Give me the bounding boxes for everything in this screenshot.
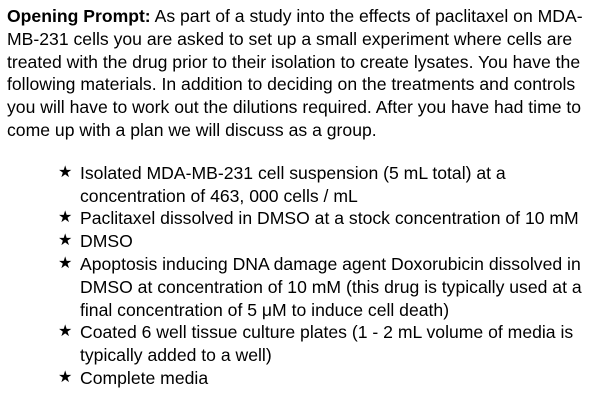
star-bullet-icon: ★ bbox=[58, 209, 73, 227]
star-bullet-icon: ★ bbox=[58, 368, 73, 386]
materials-list bbox=[7, 162, 605, 390]
star-bullet-icon: ★ bbox=[58, 232, 73, 250]
material-item-text: DMSO bbox=[80, 231, 133, 252]
star-bullet-icon: ★ bbox=[58, 163, 73, 181]
material-item-doxorubicin bbox=[7, 253, 605, 321]
material-item-text: Paclitaxel dissolved in DMSO at a stock concentration of 10 mM bbox=[80, 208, 579, 229]
star-bullet-icon: ★ bbox=[58, 254, 73, 272]
material-item-paclitaxel bbox=[7, 207, 605, 230]
material-item-text: Complete media bbox=[80, 367, 209, 388]
material-item-text: Coated 6 well tissue culture plates (1 - 2 mL volume of media is typically added to a well) bbox=[80, 322, 574, 366]
opening-prompt-text: As part of a study into the effects of paclitaxel on MDA-MB-231 cells you are asked to set up a small experiment where cells are treated with the drug prior to their isolation to create lysates. You have the following materials. In addition to deciding on the treatments and controls you will have to work out the dilutions required. After you have had time to come up with a plan we will discuss as a group. bbox=[7, 6, 583, 140]
material-item-culture-plates bbox=[7, 321, 605, 367]
opening-prompt bbox=[7, 5, 605, 142]
material-item-cell-suspension bbox=[7, 162, 605, 208]
opening-prompt-label: Opening Prompt: bbox=[7, 6, 151, 26]
material-item-text: Isolated MDA-MB-231 cell suspension (5 mL total) at a concentration of 463, 000 cells / mL bbox=[80, 162, 506, 206]
material-item-dmso bbox=[7, 230, 605, 253]
material-item-complete-media bbox=[7, 367, 605, 390]
material-item-text: Apoptosis inducing DNA damage agent Doxorubicin dissolved in DMSO at concentration of 10 mM (this drug is typically used at a final concentration of 5 μM to induce cell death) bbox=[80, 253, 582, 320]
star-bullet-icon: ★ bbox=[58, 323, 73, 341]
